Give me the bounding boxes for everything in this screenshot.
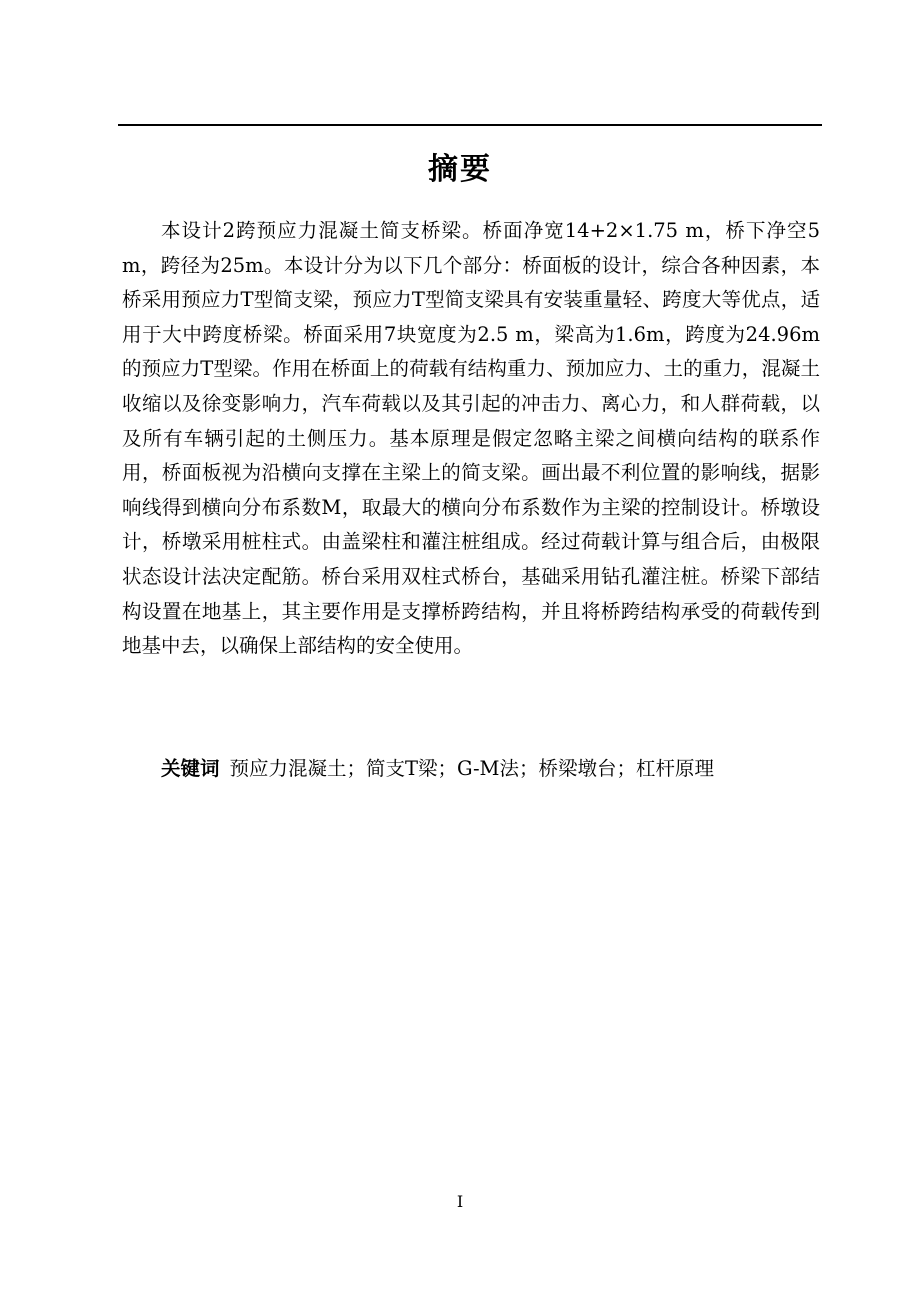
abstract-body: 本设计2跨预应力混凝土简支桥梁。桥面净宽14+2×1.75 m，桥下净空5m，跨径为25m。本设计分为以下几个部分：桥面板的设计，综合各种因素，本桥采用预应力T型简支梁，预应力T型简支梁具有安装重量轻、跨度大等优点，适用于大中跨度桥梁。桥面采用7块宽度为2.5 m，梁高为1.6m，跨度为24.96m的预应力T型梁。作用在桥面上的荷载有结构重力、预加应力、土的重力，混凝土收缩以及徐变影响力，汽车荷载以及其引起的冲击力、离心力，和人群荷载，以及所有车辆引起的土侧压力。基本原理是假定忽略主梁之间横向结构的联系作用，桥面板视为沿横向支撑在主梁上的简支梁。画出最不利位置的影响线，据影响线得到横向分布系数M，取最大的横向分布系数作为主梁的控制设计。桥墩设计，桥墩采用桩柱式。由盖梁柱和灌注桩组成。经过荷载计算与组合后，由极限状态设计法决定配筋。桥台采用双柱式桥台，基础采用钻孔灌注桩。桥梁下部结构设置在地基上，其主要作用是支撑桥跨结构，并且将桥跨结构承受的荷载传到地基中去，以确保上部结构的安全使用。 — [122, 219, 820, 658]
keywords-line — [122, 752, 820, 786]
header-rule — [118, 124, 822, 126]
keywords-text: 预应力混凝土；简支T梁；G-M法；桥梁墩台；杠杆原理 — [229, 757, 715, 780]
keywords-label: 关键词 — [161, 757, 220, 780]
page-title: 摘要 — [428, 152, 492, 187]
page-number: I — [456, 1192, 464, 1211]
